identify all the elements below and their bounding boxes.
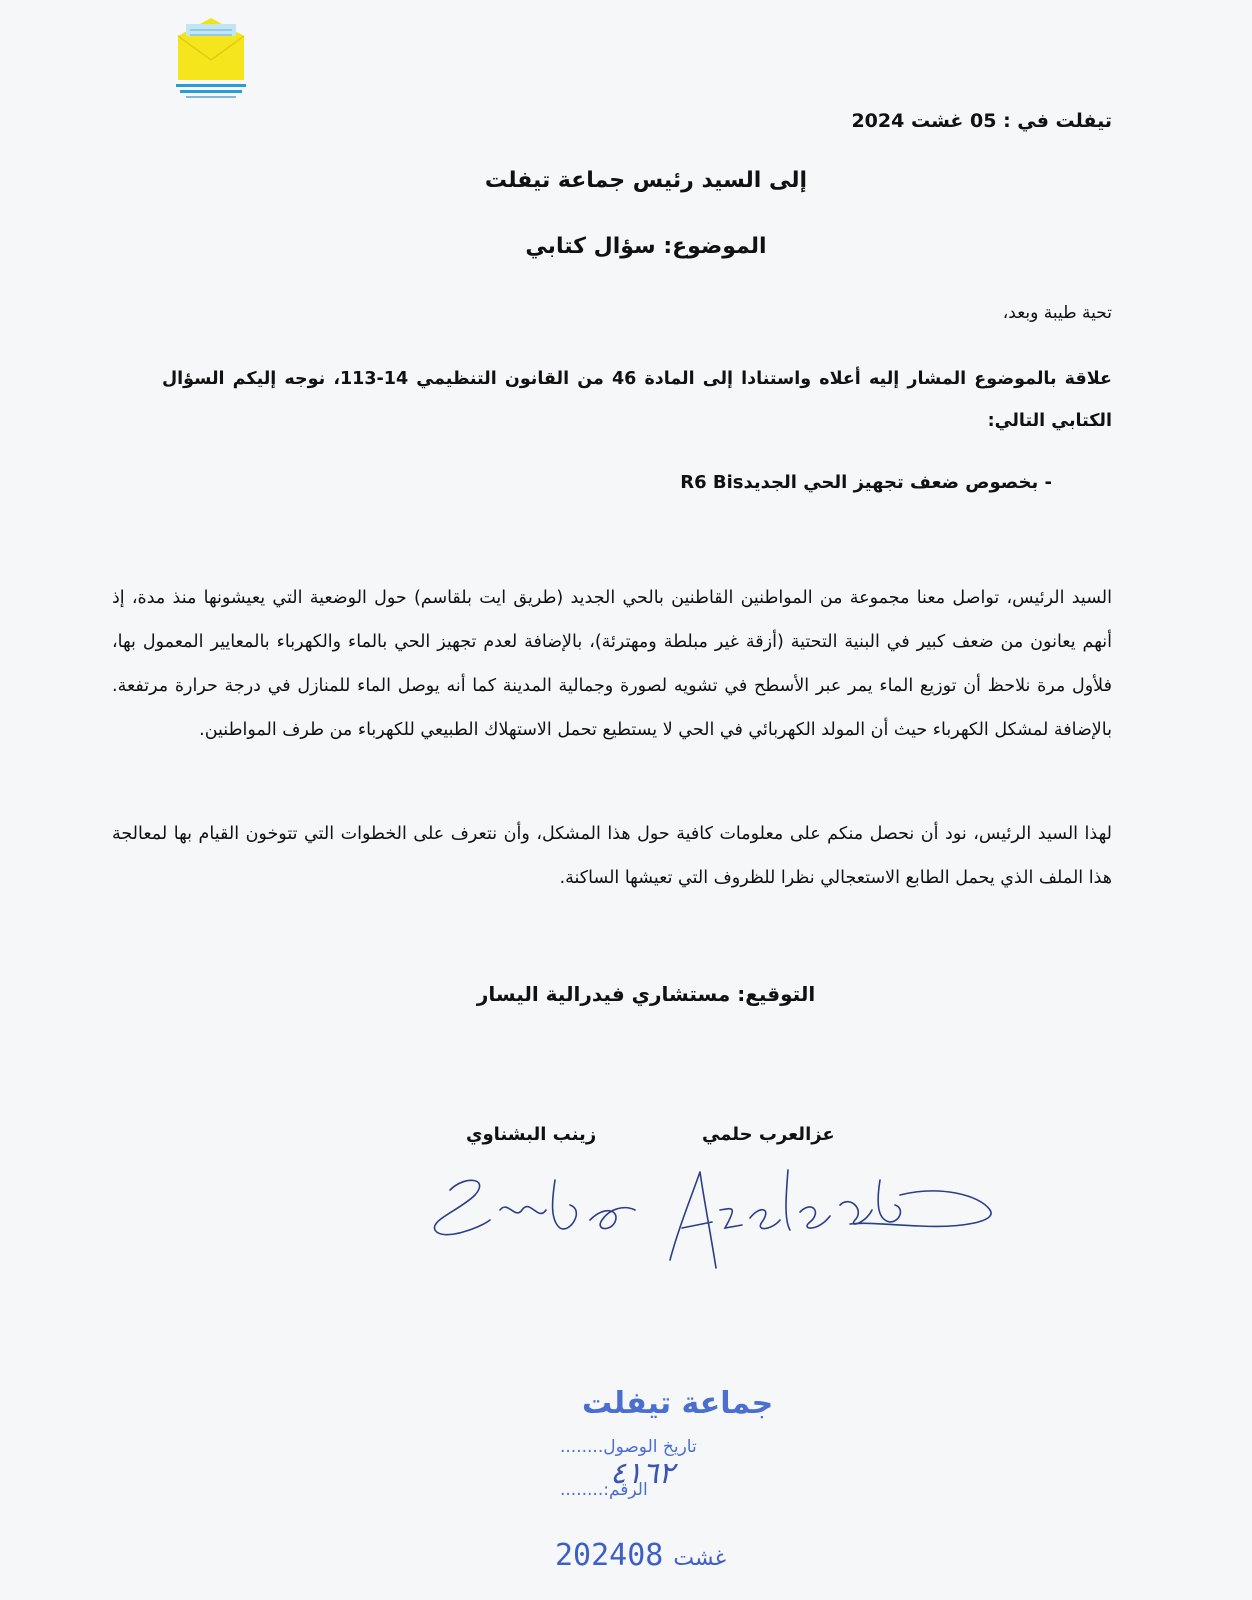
signatory-name-1: عزالعرب حلمي	[702, 1124, 835, 1145]
stamp-date	[555, 1538, 736, 1573]
signatory-name-2: زينب البشناوي	[466, 1124, 597, 1145]
letter-intro: علاقة بالموضوع المشار إليه أعلاه واستنادا إلى المادة 46 من القانون التنظيمي 14-113، نوجه إليكم السؤال الكتابي التالي:	[162, 369, 1112, 431]
signature-title: التوقيع: مستشاري فيدرالية اليسار	[476, 982, 816, 1006]
stamp-title: جماعة تيفلت	[582, 1386, 774, 1421]
stamp-date-year: 2024	[555, 1538, 628, 1573]
stamp-date-month: غشت	[673, 1546, 727, 1571]
letter-recipient: إلى السيد رئيس جماعة تيفلت	[484, 168, 808, 193]
organization-envelope-logo-icon	[172, 14, 250, 106]
letter-greeting: تحية طيبة وبعد،	[1002, 303, 1112, 323]
handwritten-signatures	[420, 1150, 1010, 1280]
stamp-handwritten-number: ٤١٦٢	[610, 1456, 675, 1491]
letter-subject: الموضوع: سؤال كتابي	[525, 234, 767, 259]
stamp-arrival-date-label: تاريخ الوصول........	[560, 1437, 697, 1457]
stamp-date-day: 08	[627, 1538, 664, 1573]
letter-date: تيفلت في : 05 غشت 2024	[851, 110, 1112, 132]
stamp-number-label: الرقم:........	[560, 1480, 648, 1500]
body-paragraph-2: لهذا السيد الرئيس، نود أن نحصل منكم على معلومات كافية حول هذا المشكل، وأن نتعرف على الخطوات التي تتوخون القيام بها لمعالجة هذا الملف الذي يحمل الطابع الاستعجالي نظرا للظروف التي تعيشها الساكنة.	[112, 824, 1112, 888]
body-paragraph-1: السيد الرئيس، تواصل معنا مجموعة من المواطنين القاطنين بالحي الجديد (طريق ايت بلقاسم) حول الوضعية التي يعيشونها منذ مدة، إذ أنهم يعانون من ضعف كبير في البنية التحتية (أزقة غير مبلطة ومهترئة)، بالإضافة لعدم تجهيز الحي بالماء والكهرباء بالمعايير المعمول بها، فلأول مرة نلاحظ أن توزيع الماء يمر عبر الأسطح في تشويه لصورة وجمالية المدينة كما أنه يوصل الماء للمنازل في درجة حرارة مرتفعة. بالإضافة لمشكل الكهرباء حيث أن المولد الكهربائي في الحي لا يستطيع تحمل الاستهلاك الطبيعي للكهرباء من طرف المواطنين.	[112, 588, 1112, 740]
question-topic: - بخصوص ضعف تجهيز الحي الجديدR6 Bis	[680, 472, 1052, 493]
